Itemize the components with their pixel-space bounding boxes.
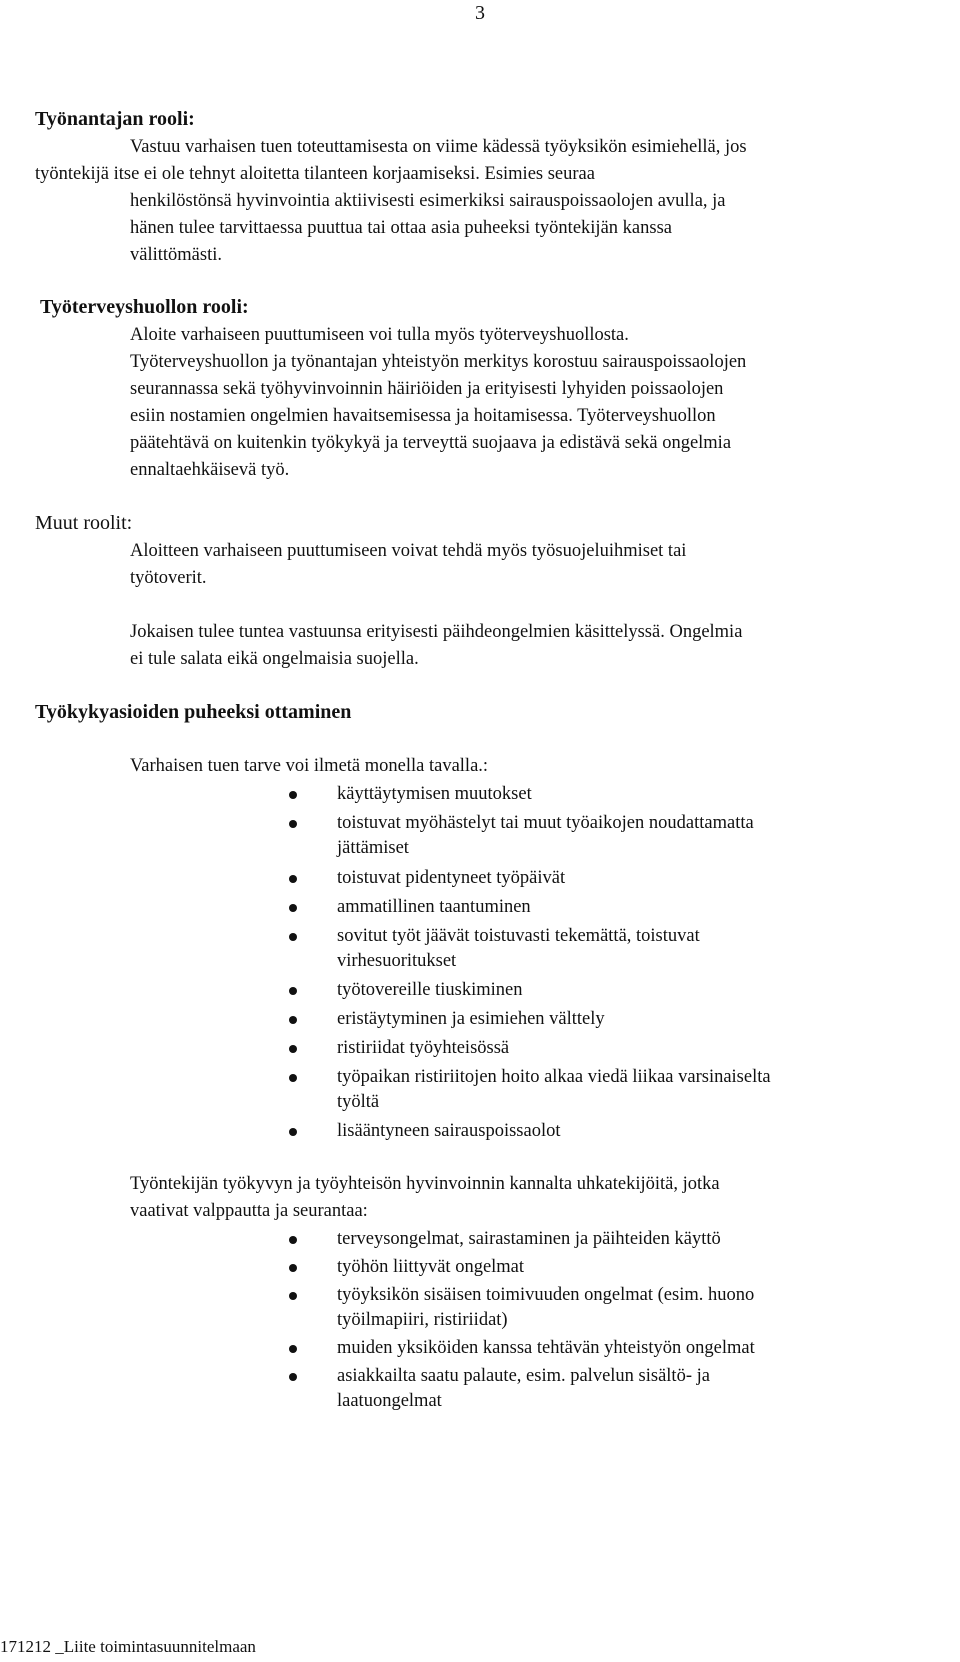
list-item-text: terveysongelmat, sairastaminen ja päihteiden käyttö — [337, 1229, 721, 1249]
list-item — [292, 978, 932, 1003]
list-item — [292, 782, 932, 807]
employer-role-text — [35, 134, 930, 269]
list-item — [292, 924, 932, 974]
bullet-icon — [289, 1292, 297, 1300]
threats-intro — [130, 1171, 930, 1225]
bullet-icon — [289, 1045, 297, 1053]
bullet-icon — [289, 1074, 297, 1082]
other-roles-heading: Muut roolit: — [35, 512, 133, 534]
other-roles-text-1 — [130, 538, 930, 592]
text-line: seurannassa sekä työhyvinvoinnin häiriöiden ja erityisesti lyhyiden poissaolojen — [130, 379, 724, 399]
text-line: työtoverit. — [130, 568, 207, 588]
list-item-text: toistuvat myöhästelyt tai muut työaikojen noudattamatta — [337, 813, 754, 833]
list-item — [292, 1364, 932, 1414]
list-item-text: virhesuoritukset — [337, 951, 457, 971]
list-item-text: ammatillinen taantuminen — [337, 897, 531, 917]
text-line: hänen tulee tarvittaessa puuttua tai ottaa asia puheeksi työntekijän kanssa — [130, 218, 672, 238]
text-line: Aloite varhaiseen puuttumiseen voi tulla myös työterveyshuollosta. — [130, 325, 629, 345]
bullet-icon — [289, 1128, 297, 1136]
text-line: Työterveyshuollon ja työnantajan yhteistyön merkitys korostuu sairauspoissaolojen — [130, 352, 747, 372]
list-item-text: eristäytyminen ja esimiehen välttely — [337, 1009, 605, 1029]
bullet-icon — [289, 875, 297, 883]
page-number: 3 — [475, 2, 485, 24]
text-line: päätehtävä on kuitenkin työkykyä ja terveyttä suojaava ja edistävä sekä ongelmia — [130, 433, 732, 453]
bullet-icon — [289, 1016, 297, 1024]
list-item — [292, 1227, 932, 1252]
work-ability-intro — [130, 753, 930, 780]
text-line: esiin nostamien ongelmien havaitsemisessa ja hoitamisessa. Työterveyshuollon — [130, 406, 716, 426]
bullet-icon — [289, 1264, 297, 1272]
bullet-icon — [289, 987, 297, 995]
text-line: ei tule salata eikä ongelmaisia suojella. — [130, 649, 419, 669]
list-item — [292, 1119, 932, 1144]
list-item-text: työpaikan ristiriitojen hoito alkaa viedä liikaa varsinaiselta — [337, 1067, 771, 1087]
list-item — [292, 1255, 932, 1280]
list-item — [292, 895, 932, 920]
text-line: ennaltaehkäisevä työ. — [130, 460, 290, 480]
text-line: työntekijä itse ei ole tehnyt aloitetta tilanteen korjaamiseksi. Esimies seuraa — [35, 164, 595, 184]
occupational-health-text — [130, 322, 930, 484]
list-item — [292, 866, 932, 891]
bullet-icon — [289, 933, 297, 941]
list-item-text: käyttäytymisen muutokset — [337, 784, 532, 804]
early-signs-list — [292, 782, 932, 1144]
list-item — [292, 811, 932, 861]
employer-role-heading: Työnantajan rooli: — [35, 108, 195, 130]
text-line: Jokaisen tulee tuntea vastuunsa erityisesti päihdeongelmien käsittelyssä. Ongelmia — [130, 622, 743, 642]
list-item-text: työilmapiiri, ristiriidat) — [337, 1310, 508, 1330]
list-item — [292, 1336, 932, 1361]
bullet-icon — [289, 1345, 297, 1353]
bullet-icon — [289, 820, 297, 828]
text-line: vaativat valppautta ja seurantaa: — [130, 1201, 368, 1221]
text-line: Aloitteen varhaiseen puuttumiseen voivat tehdä myös työsuojeluihmiset tai — [130, 541, 687, 561]
work-ability-heading: Työkykyasioiden puheeksi ottaminen — [35, 701, 352, 723]
bullet-icon — [289, 791, 297, 799]
list-item-text: jättämiset — [337, 838, 409, 858]
list-item-text: asiakkailta saatu palaute, esim. palvelun sisältö- ja — [337, 1366, 710, 1386]
list-item-text: laatuongelmat — [337, 1391, 442, 1411]
list-item-text: työltä — [337, 1092, 380, 1112]
list-item-text: sovitut työt jäävät toistuvasti tekemättä, toistuvat — [337, 926, 700, 946]
list-item — [292, 1007, 932, 1032]
text-line: Työntekijän työkyvyn ja työyhteisön hyvinvoinnin kannalta uhkatekijöitä, jotka — [130, 1174, 720, 1194]
occupational-health-heading: Työterveyshuollon rooli: — [40, 296, 249, 318]
list-item-text: työhön liittyvät ongelmat — [337, 1257, 525, 1277]
bullet-icon — [289, 1236, 297, 1244]
list-item-text: muiden yksiköiden kanssa tehtävän yhteistyön ongelmat — [337, 1338, 755, 1358]
text-line: henkilöstönsä hyvinvointia aktiivisesti esimerkiksi sairauspoissaolojen avulla, ja — [130, 191, 726, 211]
bullet-icon — [289, 904, 297, 912]
document-footer: 171212 _Liite toimintasuunnitelmaan — [0, 1637, 256, 1656]
list-item — [292, 1283, 932, 1333]
list-item-text: työyksikön sisäisen toimivuuden ongelmat (esim. huono — [337, 1285, 755, 1305]
list-item-text: toistuvat pidentyneet työpäivät — [337, 868, 566, 888]
list-item — [292, 1036, 932, 1061]
text-line: Varhaisen tuen tarve voi ilmetä monella tavalla.: — [130, 756, 489, 776]
threats-list — [292, 1227, 932, 1414]
list-item-text: ristiriidat työyhteisössä — [337, 1038, 510, 1058]
bullet-icon — [289, 1373, 297, 1381]
text-line: Vastuu varhaisen tuen toteuttamisesta on viime kädessä työyksikön esimiehellä, jos — [130, 137, 747, 157]
text-line: välittömästi. — [130, 245, 222, 265]
other-roles-text-2 — [130, 619, 930, 673]
list-item-text: lisääntyneen sairauspoissaolot — [337, 1121, 561, 1141]
list-item-text: työtovereille tiuskiminen — [337, 980, 523, 1000]
list-item — [292, 1065, 932, 1115]
